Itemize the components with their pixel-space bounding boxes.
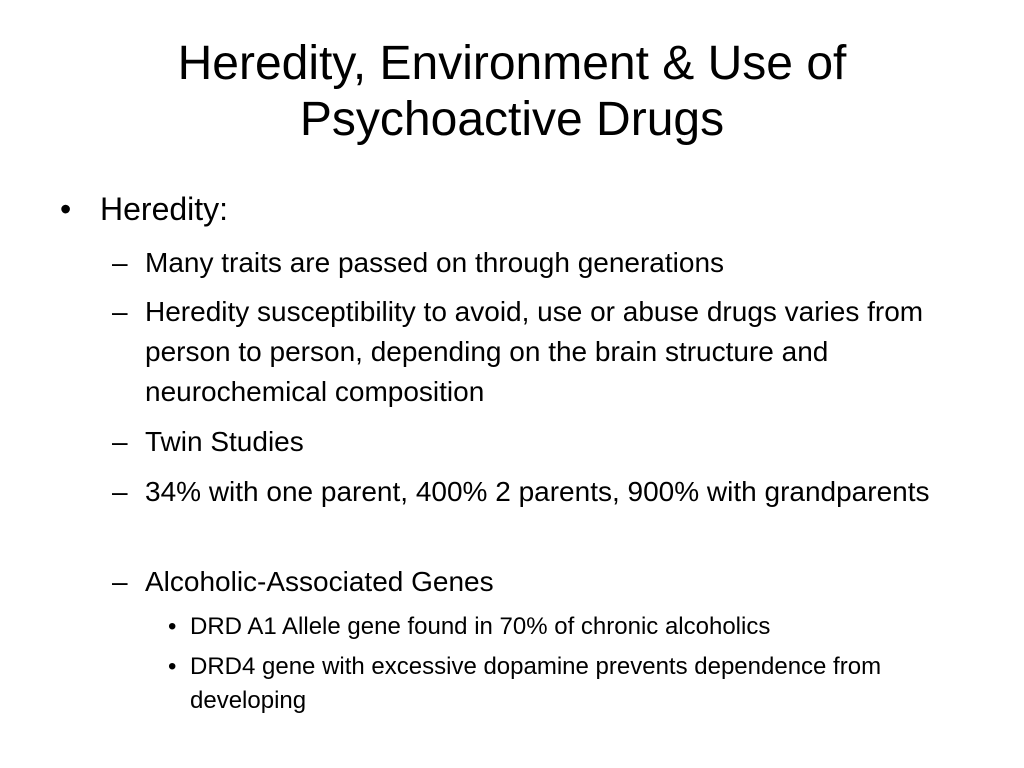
sub-bullet-traits	[112, 243, 985, 283]
slide-title-line-2: Psychoactive Drugs	[299, 93, 725, 146]
dash-marker: –	[112, 296, 128, 327]
sub-bullet-twin-studies	[112, 422, 985, 462]
sub-bullet-text: Twin Studies	[145, 426, 304, 457]
sub-sub-bullet-text: DRD A1 Allele gene found in 70% of chronic alcoholics	[190, 613, 771, 640]
sub-bullet-parent-stats	[112, 472, 985, 512]
sub-sub-bullet-drd-a1	[168, 610, 980, 644]
dash-marker: –	[112, 426, 128, 457]
sub-bullet-text: Heredity susceptibility to avoid, use or abuse drugs varies from person to person, depending on the brain structure and neurochemical composition	[145, 296, 924, 407]
dash-marker: –	[112, 476, 128, 507]
sub-bullet-text: 34% with one parent, 400% 2 parents, 900% with grandparents	[145, 476, 930, 507]
slide-title	[60, 36, 964, 148]
bullet-marker: •	[168, 613, 177, 640]
sub-bullet-susceptibility	[112, 292, 985, 412]
dash-marker: –	[112, 247, 128, 278]
sub-sub-bullet-text: DRD4 gene with excessive dopamine prevents dependence from developing	[190, 653, 882, 714]
bullet-marker: •	[168, 653, 177, 680]
dash-marker: –	[112, 566, 128, 597]
sub-bullet-text: Alcoholic-Associated Genes	[145, 566, 494, 597]
sub-sub-bullet-drd4	[168, 650, 980, 718]
bullet-heredity	[60, 189, 980, 229]
sub-bullet-alcoholic-genes	[112, 562, 985, 602]
slide-title-line-1: Heredity, Environment & Use of	[177, 37, 847, 90]
sub-bullet-text: Many traits are passed on through generations	[145, 247, 725, 278]
bullet-marker: •	[60, 191, 72, 227]
bullet-text: Heredity:	[100, 191, 229, 227]
